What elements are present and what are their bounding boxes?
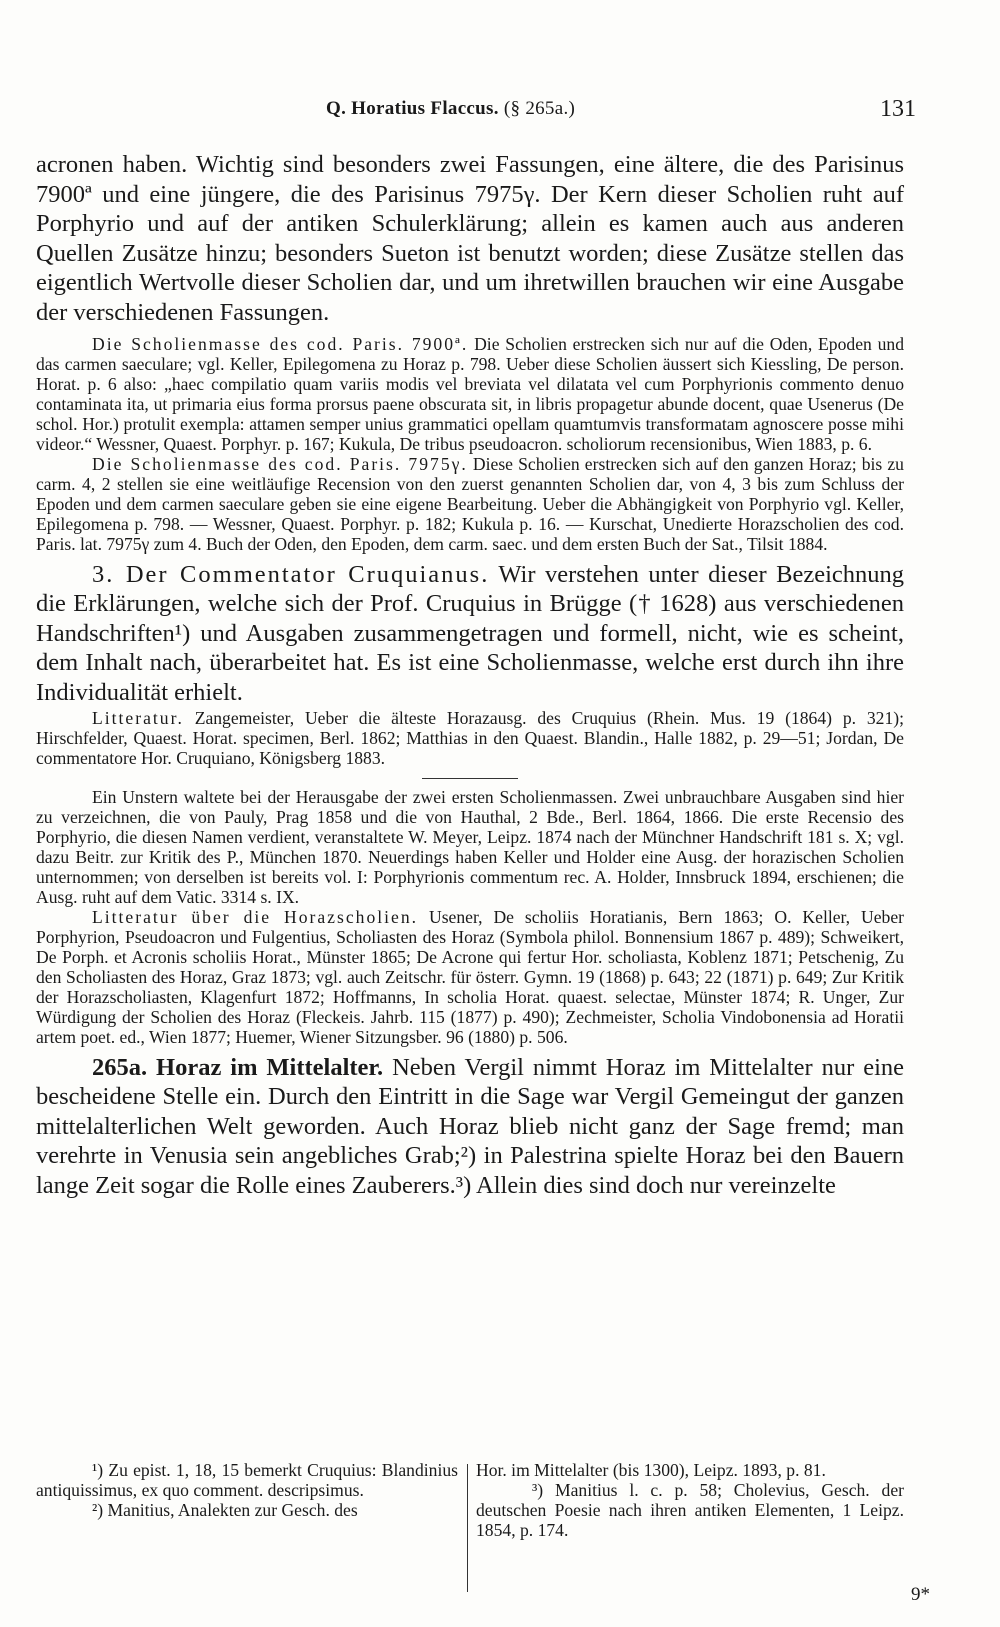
- footnotes-left-column: [36, 1460, 458, 1520]
- litteratur-paragraph: [36, 708, 904, 768]
- footnote-column-divider: [467, 1464, 468, 1592]
- cruquianus-text: Wir verstehen unter dieser Bezeichnung die Erklärungen, welche sich der Prof. Cruquius in Brügge († 1628) aus verschiedenen Handschriften¹) und Ausgaben zusammengetragen und formell, nicht, wie es scheint, dem Inhalt nach, überarbeitet hat. Es ist eine Scholienmasse, welche erst durch ihn ihre Individualität erhielt.: [36, 560, 905, 706]
- scholien-7975-text: Diese Scholien erstrecken sich auf den ganzen Horaz; bis zu carm. 4, 2 stellen sie eine weitläufige Recension von den zuerst genannten Scholien dar, von 4, 3 bis zum Schluss der Epoden und dem carmen saeculare geben sie eine eigene Bearbeitung. Ueber die Abhängigkeit von Porphyrio vgl. Keller, Epilegomena p. 798. — Wessner, Quaest. Porphyr. p. 182; Kukula p. 16. — Kurschat, Unedierte Horazscholien des cod. Paris. lat. 7975γ zum 4. Buch der Oden, den Epoden, dem carm. saec. und dem ersten Buch der Sat., Tilsit 1884.: [36, 453, 904, 554]
- litteratur-scholien-paragraph: [36, 907, 904, 1047]
- section-265a-paragraph: [36, 1053, 904, 1201]
- scholien-7975-paragraph: [36, 454, 904, 554]
- section-265a-text: Neben Vergil nimmt Horaz im Mittelalter nur eine bescheidene Stelle ein. Durch den Eintritt in die Sage war Vergil Gemeingut der ganzen mittelalterlichen Welt geworden. Auch Horaz blieb nicht ganz der Sage fremd; man verehrte in Venusia sein angebliches Grab;²) in Palestrina spielte Horaz bei den Bauern lange Zeit sogar die Rolle eines Zauberers.³) Allein dies sind doch nur vereinzelte: [36, 1053, 905, 1199]
- section-265a-number: 265a.: [92, 1053, 148, 1081]
- scholien-7900-heading: Die Scholienmasse des cod. Paris. 7900ª.: [92, 333, 469, 354]
- footnote-3: ³) Manitius l. c. p. 58; Cholevius, Gesch. der deutschen Poesie nach ihren antiken Elementen, 1 Leipz. 1854, p. 174.: [476, 1480, 904, 1540]
- running-head: [326, 98, 575, 120]
- litteratur-scholien-heading: Litteratur über die Horazscholien.: [92, 906, 419, 927]
- footnote-1: ¹) Zu epist. 1, 18, 15 bemerkt Cruquius: Blandinius antiquissimus, ex quo comment. descripsimus.: [36, 1460, 458, 1500]
- cruquianus-heading: 3. Der Commentator Cruquianus.: [92, 560, 490, 588]
- cruquianus-paragraph: [36, 560, 904, 708]
- footnotes: [36, 1460, 904, 1600]
- signature-mark: 9*: [911, 1584, 930, 1605]
- footnote-2: ²) Manitius, Analekten zur Gesch. des: [92, 1500, 358, 1520]
- intro-paragraph: acronen haben. Wichtig sind besonders zwei Fassungen, eine ältere, die des Parisinus 7900ª und eine jüngere, die des Parisinus 7975γ. Der Kern dieser Scholien ruht auf Porphyrio und auf der antiken Schulerklärung; allein es kamen auch aus anderen Quellen Zusätze hinzu; besonders Sueton ist benutzt worden; diese Zusätze stellen das eigentlich Wertvolle dieser Scholien dar, und um ihretwillen brauchen wir eine Ausgabe der verschiedenen Fassungen.: [36, 151, 904, 326]
- scholien-7975-heading: Die Scholienmasse des cod. Paris. 7975γ.: [92, 453, 468, 474]
- litteratur-heading: Litteratur.: [92, 707, 184, 728]
- section-265a-title: Horaz im Mittelalter.: [156, 1053, 384, 1081]
- unstern-paragraph: Ein Unstern waltete bei der Herausgabe der zwei ersten Scholienmassen. Zwei unbrauchbare Ausgaben sind hier zu verzeichnen, die von Pauly, Prag 1858 und die von Hauthal, 2 Bde., Berl. 1864, 1866. Die erste Recensio des Porphyrio, die diesen Namen verdient, veranstaltete W. Meyer, Leipz. 1874 nach der Münchner Handschrift 181 s. X; vgl. dazu Beitr. zur Kritik des P., München 1870. Neuerdings haben Keller und Holder eine Ausg. der horazischen Scholien unternommen; von derselben ist bereits vol. I: Porphyrionis commentum rec. A. Holder, Innsbruck 1894, erschienen; die Ausg. ruht auf dem Vatic. 3314 s. IX.: [36, 786, 904, 907]
- scholien-7900-paragraph: [36, 334, 904, 454]
- litteratur-scholien-text: Usener, De scholiis Horatianis, Bern 1863; O. Keller, Ueber Porphyrion, Pseudoacron und Fulgentius, Scholiasten des Horaz (Symbola philol. Bonnensium 1867 p. 489); Schweikert, De Porph. et Acronis scholiis Horat., Münster 1865; De Acrone qui fertur Hor. scholiasta, Koblenz 1871; Petschenig, Zu den Scholiasten des Horaz, Graz 1873; vgl. auch Zeitschr. für österr. Gymn. 19 (1868) p. 643; 22 (1871) p. 649; Zur Kritik der Horazscholiasten, Klagenfurt 1872; Hoffmanns, In scholia Horat. quaest. selectae, Münster 1874; R. Unger, Zur Würdigung der Scholien des Horaz (Fleckeis. Jahrb. 115 (1877) p. 490); Zechmeister, Scholia Vindobonensia ad Horatii artem poet. ed., Wien 1877; Huemer, Wiener Sitzungsber. 96 (1880) p. 506.: [36, 906, 904, 1047]
- section-divider: [422, 778, 518, 779]
- running-head-name: Q. Horatius Flaccus.: [326, 98, 499, 119]
- running-head-section: (§ 265a.): [503, 98, 576, 119]
- main-text: [36, 150, 904, 1201]
- footnote-2-continued: Hor. im Mittelalter (bis 1300), Leipz. 1893, p. 81.: [476, 1460, 826, 1480]
- footnotes-right-column: [476, 1460, 904, 1540]
- scholien-7900-text: Die Scholien erstrecken sich nur auf die Oden, Epoden und das carmen saeculare; vgl. Keller, Epilegomena zu Horaz p. 798. Ueber diese Scholien äussert sich Kiessling, De person. Horat. p. 6 also: „haec compilatio quam variis modis vel breviata vel dilatata vel cum Porphyrionis commento denuo contaminata ita, ut primaria eius forma prorsus paene obscurata sit, in libris propagetur abunde docent, quae Usenerus (De schol. Hor.) protulit exempla: attamen semper unius grammatici opellam quamtumvis transformatam agnoscere posse mihi videor.“ Wessner, Quaest. Porphyr. p. 167; Kukula, De tribus pseudoacron. scholiorum recensionibus, Wien 1883, p. 6.: [36, 333, 904, 454]
- page-header: [36, 92, 916, 132]
- litteratur-text: Zangemeister, Ueber die älteste Horazausg. des Cruquius (Rhein. Mus. 19 (1864) p. 321); Hirschfelder, Quaest. Horat. specimen, Berl. 1862; Matthias in den Quaest. Blandin., Halle 1882, p. 29—51; Jordan, De commentatore Hor. Cruquiano, Königsberg 1883.: [36, 707, 904, 768]
- page-number: 131: [880, 96, 916, 122]
